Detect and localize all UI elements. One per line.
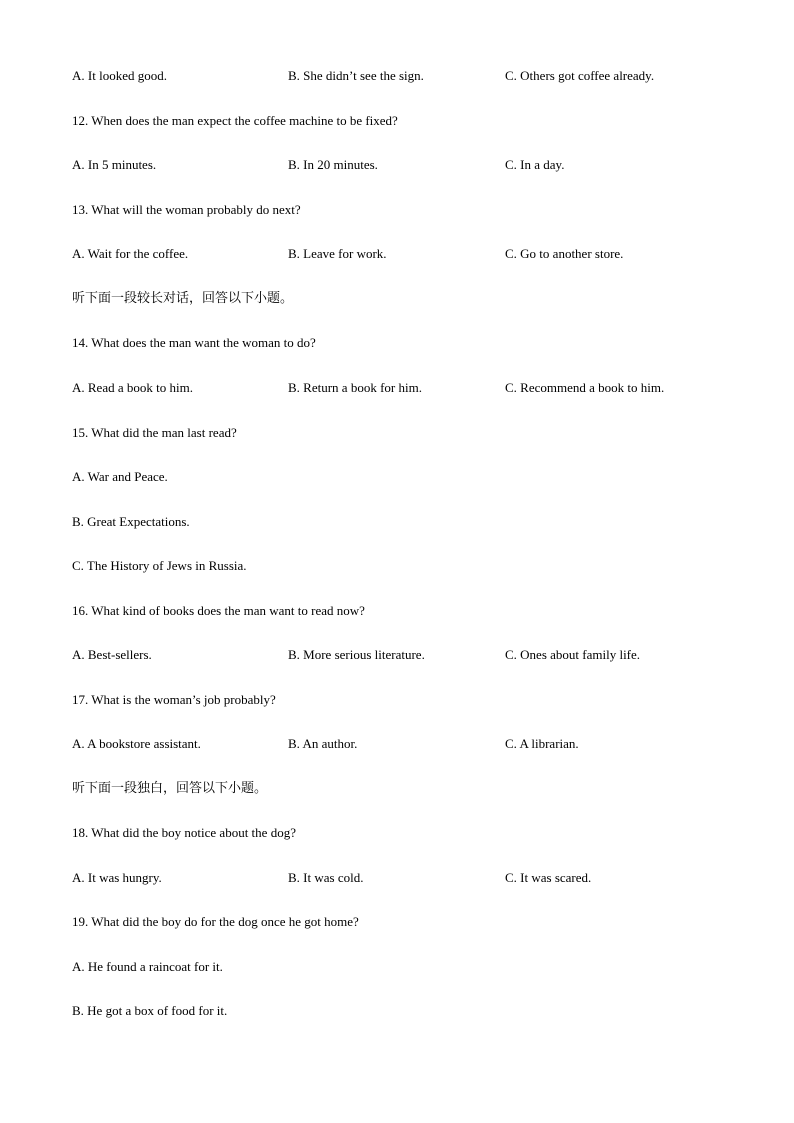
q15-option-b: B. Great Expectations. xyxy=(72,514,190,529)
q15-option-a: A. War and Peace. xyxy=(72,469,168,484)
q13-stem: 13. What will the woman probably do next? xyxy=(72,202,301,217)
q16-stem: 16. What kind of books does the man want to read now? xyxy=(72,603,365,618)
q11-option-a: A. It looked good. xyxy=(72,68,167,83)
q18-option-b: B. It was cold. xyxy=(288,870,364,885)
q17-stem: 17. What is the woman’s job probably? xyxy=(72,692,276,707)
q16-option-c: C. Ones about family life. xyxy=(505,647,641,662)
q16-option-a: A. Best-sellers. xyxy=(72,647,152,662)
q19-option-b: B. He got a box of food for it. xyxy=(72,1003,228,1018)
q18-stem: 18. What did the boy notice about the dog? xyxy=(72,825,296,840)
q12-options xyxy=(72,155,732,175)
q15-stem: 15. What did the man last read? xyxy=(72,425,237,440)
q13-option-a: A. Wait for the coffee. xyxy=(72,246,189,261)
q12-stem: 12. When does the man expect the coffee machine to be fixed? xyxy=(72,113,398,128)
q17-option-c: C. A librarian. xyxy=(505,736,579,751)
q14-stem: 14. What does the man want the woman to do? xyxy=(72,335,316,350)
q16-option-b: B. More serious literature. xyxy=(288,647,425,662)
q18-options xyxy=(72,868,732,888)
q13-options xyxy=(72,244,732,264)
q12-option-b: B. In 20 minutes. xyxy=(288,157,378,172)
q16-options xyxy=(72,645,732,665)
q19-stem: 19. What did the boy do for the dog once he got home? xyxy=(72,914,359,929)
q13-option-c: C. Go to another store. xyxy=(505,246,624,261)
q15-option-c: C. The History of Jews in Russia. xyxy=(72,558,247,573)
q17-options xyxy=(72,734,732,754)
section-heading-monologue: 听下面一段独白，回答以下小题。 xyxy=(72,781,268,796)
q11-options xyxy=(72,66,732,86)
section-heading-long-dialogue: 听下面一段较长对话，回答以下小题。 xyxy=(72,291,294,306)
q12-option-c: C. In a day. xyxy=(505,157,565,172)
q11-option-c: C. Others got coffee already. xyxy=(505,68,655,83)
q11-option-b: B. She didn’t see the sign. xyxy=(288,68,424,83)
q14-option-a: A. Read a book to him. xyxy=(72,380,193,395)
q14-option-c: C. Recommend a book to him. xyxy=(505,380,665,395)
q14-option-b: B. Return a book for him. xyxy=(288,380,422,395)
q18-option-c: C. It was scared. xyxy=(505,870,592,885)
q14-options xyxy=(72,378,732,398)
q17-option-b: B. An author. xyxy=(288,736,358,751)
q18-option-a: A. It was hungry. xyxy=(72,870,162,885)
q12-option-a: A. In 5 minutes. xyxy=(72,157,157,172)
q13-option-b: B. Leave for work. xyxy=(288,246,387,261)
q19-option-a: A. He found a raincoat for it. xyxy=(72,959,223,974)
q17-option-a: A. A bookstore assistant. xyxy=(72,736,201,751)
